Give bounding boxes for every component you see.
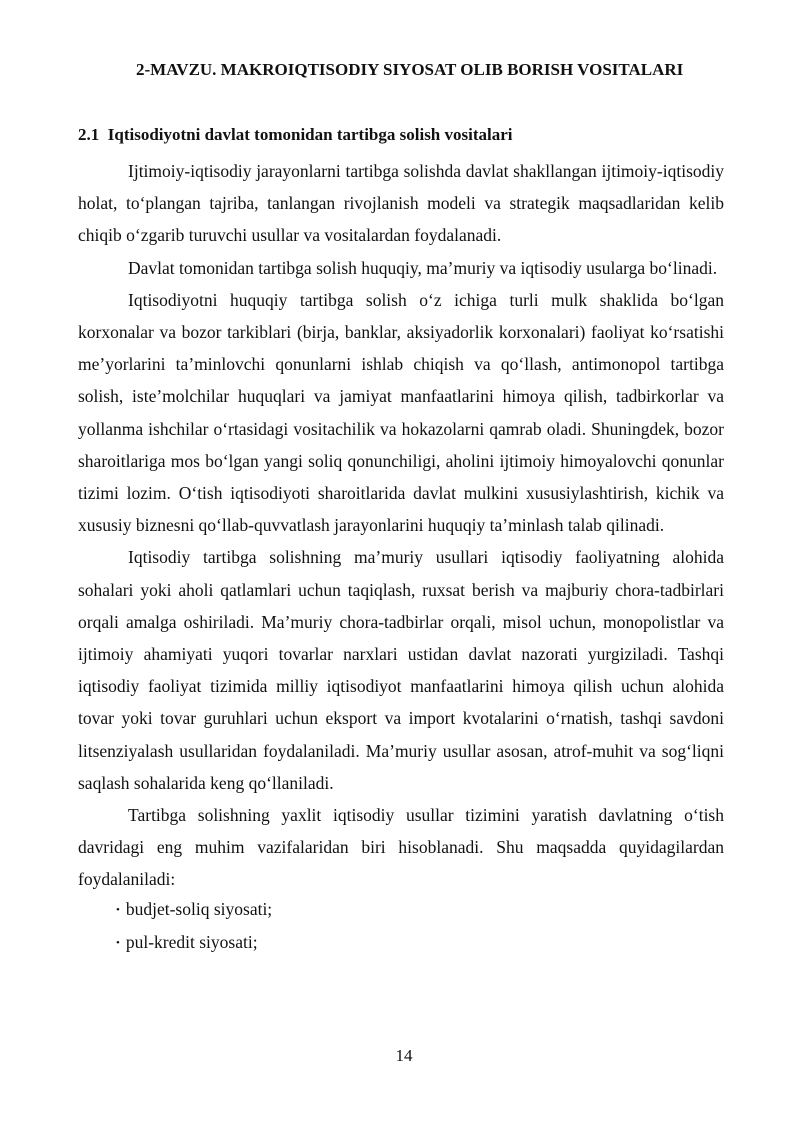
bullet-icon: •	[116, 903, 120, 916]
bullet-icon: •	[116, 936, 120, 949]
chapter-title: 2-MAVZU. MAKROIQTISODIY SIYOSAT OLIB BORISH VOSITALARI	[136, 60, 684, 79]
paragraph: Tartibga solishning yaxlit iqtisodiy usullar tizimini yaratish davlatning o‘tish davridagi eng muhim vazifalaridan biri hisoblanadi. Shu maqsadda quyidagilardan foydalaniladi:	[78, 805, 724, 890]
list-item-text: pul-kredit siyosati;	[125, 931, 258, 952]
paragraph: Iqtisodiy tartibga solishning ma’muriy usullari iqtisodiy faoliyatning alohida sohalari yoki aholi qatlamlari uchun taqiqlash, ruxsat berish va majburiy chora-tadbirlari orqali amalga oshiriladi. Ma’muriy chora-tadbirlar orqali, misol uchun, monopolistlar va ijtimoiy ahamiyati yuqori tovarlar narxlari ustidan davlat nazorati yurgiziladi. Tashqi iqtisodiy faoliyat tizimida milliy iqtisodiyot manfaatlarini himoya qilish uchun alohida tovar yoki tovar guruhlari uchun eksport va import kvotalarini o‘rnatish, tashqi savdoni litsenziyalash usullaridan foydalaniladi. Ma’muriy usullar asosan, atrof-muhit va sog‘liqni saqlash sohalarida keng qo‘llaniladi.	[78, 547, 724, 793]
section-title: Iqtisodiyotni davlat tomonidan tartibga solish vositalari	[107, 125, 513, 144]
bullet-list	[78, 894, 724, 960]
section-heading	[78, 125, 760, 145]
section-number: 2.1	[78, 125, 100, 144]
body-text	[78, 155, 724, 962]
list-item	[116, 894, 724, 927]
list-item-text: budjet-soliq siyosati;	[125, 898, 273, 919]
page-number: 14	[395, 1046, 413, 1065]
list-item	[116, 927, 724, 960]
paragraph: Davlat tomonidan tartibga solish huquqiy, ma’muriy va iqtisodiy usularga bo‘linadi.	[128, 257, 718, 278]
paragraph: Ijtimoiy-iqtisodiy jarayonlarni tartibga solishda davlat shakllangan ijtimoiy-iqtisodiy holat, to‘plangan tajriba, tanlangan rivojlanish modeli va strategik maqsadlaridan kelib chiqib o‘zgarib turuvchi usullar va vositalardan foydalanadi.	[78, 161, 724, 246]
paragraph: Iqtisodiyotni huquqiy tartibga solish o‘z ichiga turli mulk shaklida bo‘lgan korxonalar va bozor tarkiblari (birja, banklar, aksiyadorlik korxonalari) faoliyat ko‘rsatishi me’yorlarini ta’minlovchi qonunlarni ishlab chiqish va qo‘llash, antimonopol tartibga solish, iste’molchilar huquqlari va jamiyat manfaatlarini himoya qilish, tadbirkorlar va yollanma ishchilar o‘rtasidagi vositachilik va hokazolarni qamrab oladi. Shuningdek, bozor sharoitlariga mos bo‘lgan yangi soliq qonunchiligi, aholini ijtimoiy himoyalovchi qonunlar tizimi lozim. O‘tish iqtisodiyoti sharoitlarida davlat mulkini xususiylashtirish, kichik va xususiy biznesni qo‘llab-quvvatlash jarayonlarini huquqiy ta’minlash talab qilinadi.	[78, 289, 724, 536]
